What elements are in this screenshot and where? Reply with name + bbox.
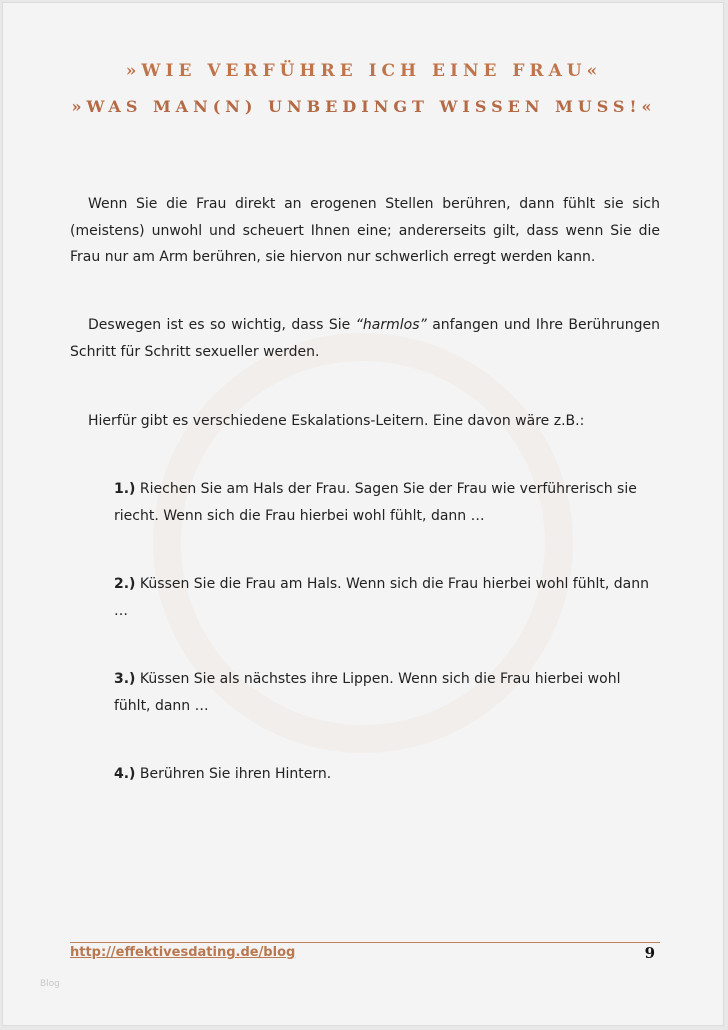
step-item	[114, 761, 660, 788]
paragraph-2	[70, 312, 660, 365]
step-text: Berühren Sie ihren Hintern.	[135, 766, 332, 782]
paragraph-2-text-b: anfangen und Ihre Berührungen Schritt für Schritt sexueller werden.	[70, 317, 660, 360]
paragraph-3: Hierfür gibt es verschiedene Eskalations-Leitern. Eine davon wäre z.B.:	[88, 413, 585, 429]
blog-tag: Blog	[40, 979, 60, 989]
step-item	[114, 666, 660, 720]
footer-blog-link[interactable]: http://effektivesdating.de/blog	[70, 945, 296, 960]
step-number: 2.)	[114, 576, 136, 592]
document-title: »WIE VERFÜHRE ICH EINE FRAU«	[125, 61, 603, 81]
step-text: Küssen Sie als nächstes ihre Lippen. Wenn sich die Frau hierbei wohl fühlt, dann …	[114, 671, 621, 714]
page-number: 9	[644, 944, 655, 962]
step-number: 4.)	[114, 766, 136, 782]
footer-divider	[70, 942, 660, 943]
step-text: Küssen Sie die Frau am Hals. Wenn sich die Frau hierbei wohl fühlt, dann …	[114, 576, 649, 619]
step-item	[114, 571, 660, 625]
step-text: Riechen Sie am Hals der Frau. Sagen Sie der Frau wie verführerisch sie riecht. Wenn sich die Frau hierbei wohl fühlt, dann …	[114, 481, 637, 524]
step-number: 3.)	[114, 671, 136, 687]
paragraph-2-text-a: Deswegen ist es so wichtig, dass Sie	[88, 317, 356, 333]
document-page	[2, 2, 724, 1026]
step-number: 1.)	[114, 481, 136, 497]
paragraph-1: Wenn Sie die Frau direkt an erogenen Stellen berühren, dann fühlt sie sich (meistens) unwohl und scheuert Ihnen eine; andererseits gilt, dass wenn Sie die Frau nur am Arm berühren, sie hiervon nur schwerlich erregt werden kann.	[70, 196, 660, 265]
document-subtitle: »WAS MAN(N) UNBEDINGT WISSEN MUSS!«	[71, 97, 657, 116]
paragraph-2-emphasis: “harmlos”	[355, 317, 427, 333]
step-item	[114, 476, 660, 530]
